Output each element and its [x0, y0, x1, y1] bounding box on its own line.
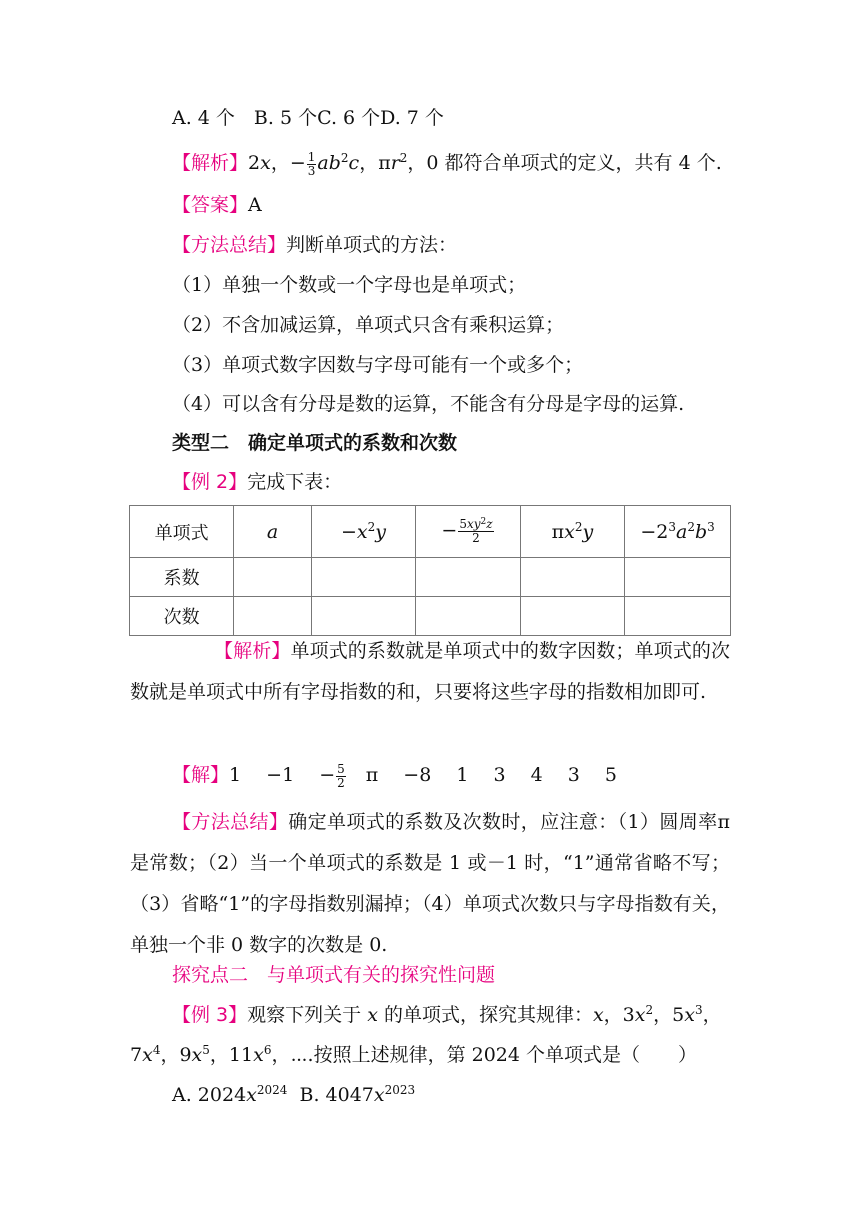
- table-cell: [416, 597, 520, 636]
- summary-tag: 【方法总结】: [172, 811, 289, 833]
- summary-point-2: （2）不含加减运算，单项式只含有乘积运算；: [172, 314, 565, 336]
- table-cell: [311, 597, 416, 636]
- q1-answer: [172, 192, 262, 218]
- q2-summary: 【方法总结】确定单项式的系数及次数时，应注意：（1）圆周率π是常数；（2）当一个单项式的系数是 1 或－1 时，“1”通常省略不写；（3）省略“1”的字母指数别漏掉；（4）单项式次数只与字母指数有关，单独一个非 0 数字的次数是 0.: [130, 811, 730, 956]
- analysis-tag: 【解析】: [214, 640, 291, 662]
- table-cell: [625, 597, 731, 636]
- example3-options: A. $2024x^{2024}$ B. $4047x^{2023}$: [172, 1083, 416, 1106]
- summary-tag: 【方法总结】: [172, 234, 287, 256]
- example-tag: 【例 3】: [172, 1004, 248, 1026]
- summary-point-1: （1）单独一个数或一个字母也是单项式；: [172, 274, 527, 296]
- cell-monomial-2: $-x^2y$: [311, 506, 416, 558]
- answer-value: A: [248, 194, 262, 216]
- cell-monomial-4: $\pi x^2y$: [520, 506, 624, 558]
- q1-options: A. 4 个 B. 5 个C. 6 个D. 7 个: [172, 107, 444, 129]
- example2: 【例 2】完成下表：: [172, 471, 343, 493]
- example3-line1: 【例 3】观察下列关于 x 的单项式，探究其规律：x，$3x^2$，$5x^3$，: [172, 1003, 722, 1026]
- table-cell: [416, 558, 520, 597]
- row-label-coefficient: 系数: [130, 558, 234, 597]
- table-cell: [234, 597, 311, 636]
- table-cell: [625, 558, 731, 597]
- example-tag: 【例 2】: [172, 471, 248, 493]
- cell-monomial-3: − $\frac{5xy^2z}{2}$: [416, 506, 520, 558]
- summary-point-3: （3）单项式数字因数与字母可能有一个或多个；: [172, 354, 584, 376]
- type2-heading: 类型二 确定单项式的系数和次数: [172, 432, 458, 454]
- summary-point-4: （4）可以含有分母是数的运算，不能含有分母是字母的运算.: [172, 393, 685, 415]
- q2-analysis: 【解析】单项式的系数就是单项式中的数字因数；单项式的次数就是单项式中所有字母指数的和，只要将这些字母的指数相加即可.: [130, 640, 730, 703]
- table-cell: [311, 558, 416, 597]
- q2-solution: 【解】1 −1 − $\frac{5}{2}$ π −8 1 3 4 3 5: [172, 761, 617, 790]
- q1-analysis: 【解析】2x，− $\frac{1}{3}$ $ab^2c$，$\pi r^2$，0 都符合单项式的定义，共有 4 个.: [172, 149, 722, 178]
- q1-summary: 【方法总结】判断单项式的方法：: [172, 234, 458, 256]
- cell-monomial-1: a: [234, 506, 311, 558]
- example3-line2: $7x^4$，$9x^5$，$11x^6$，⋯.按照上述规律，第 2024 个单项式是（ ）: [130, 1043, 698, 1066]
- fraction-one-third: $\frac{1}{3}$: [307, 149, 316, 178]
- row-label-monomial: 单项式: [130, 506, 234, 558]
- table-cell: [520, 558, 624, 597]
- analysis-tag: 【解析】: [172, 152, 249, 174]
- answer-tag: 【答案】: [172, 194, 249, 216]
- table-cell: [234, 558, 311, 597]
- row-label-degree: 次数: [130, 597, 234, 636]
- table-cell: [520, 597, 624, 636]
- monomial-table: [129, 505, 731, 636]
- cell-monomial-5: $-2^3a^2b^3$: [625, 506, 731, 558]
- solution-tag: 【解】: [172, 764, 230, 786]
- section-heading: 探究点二 与单项式有关的探究性问题: [172, 964, 496, 986]
